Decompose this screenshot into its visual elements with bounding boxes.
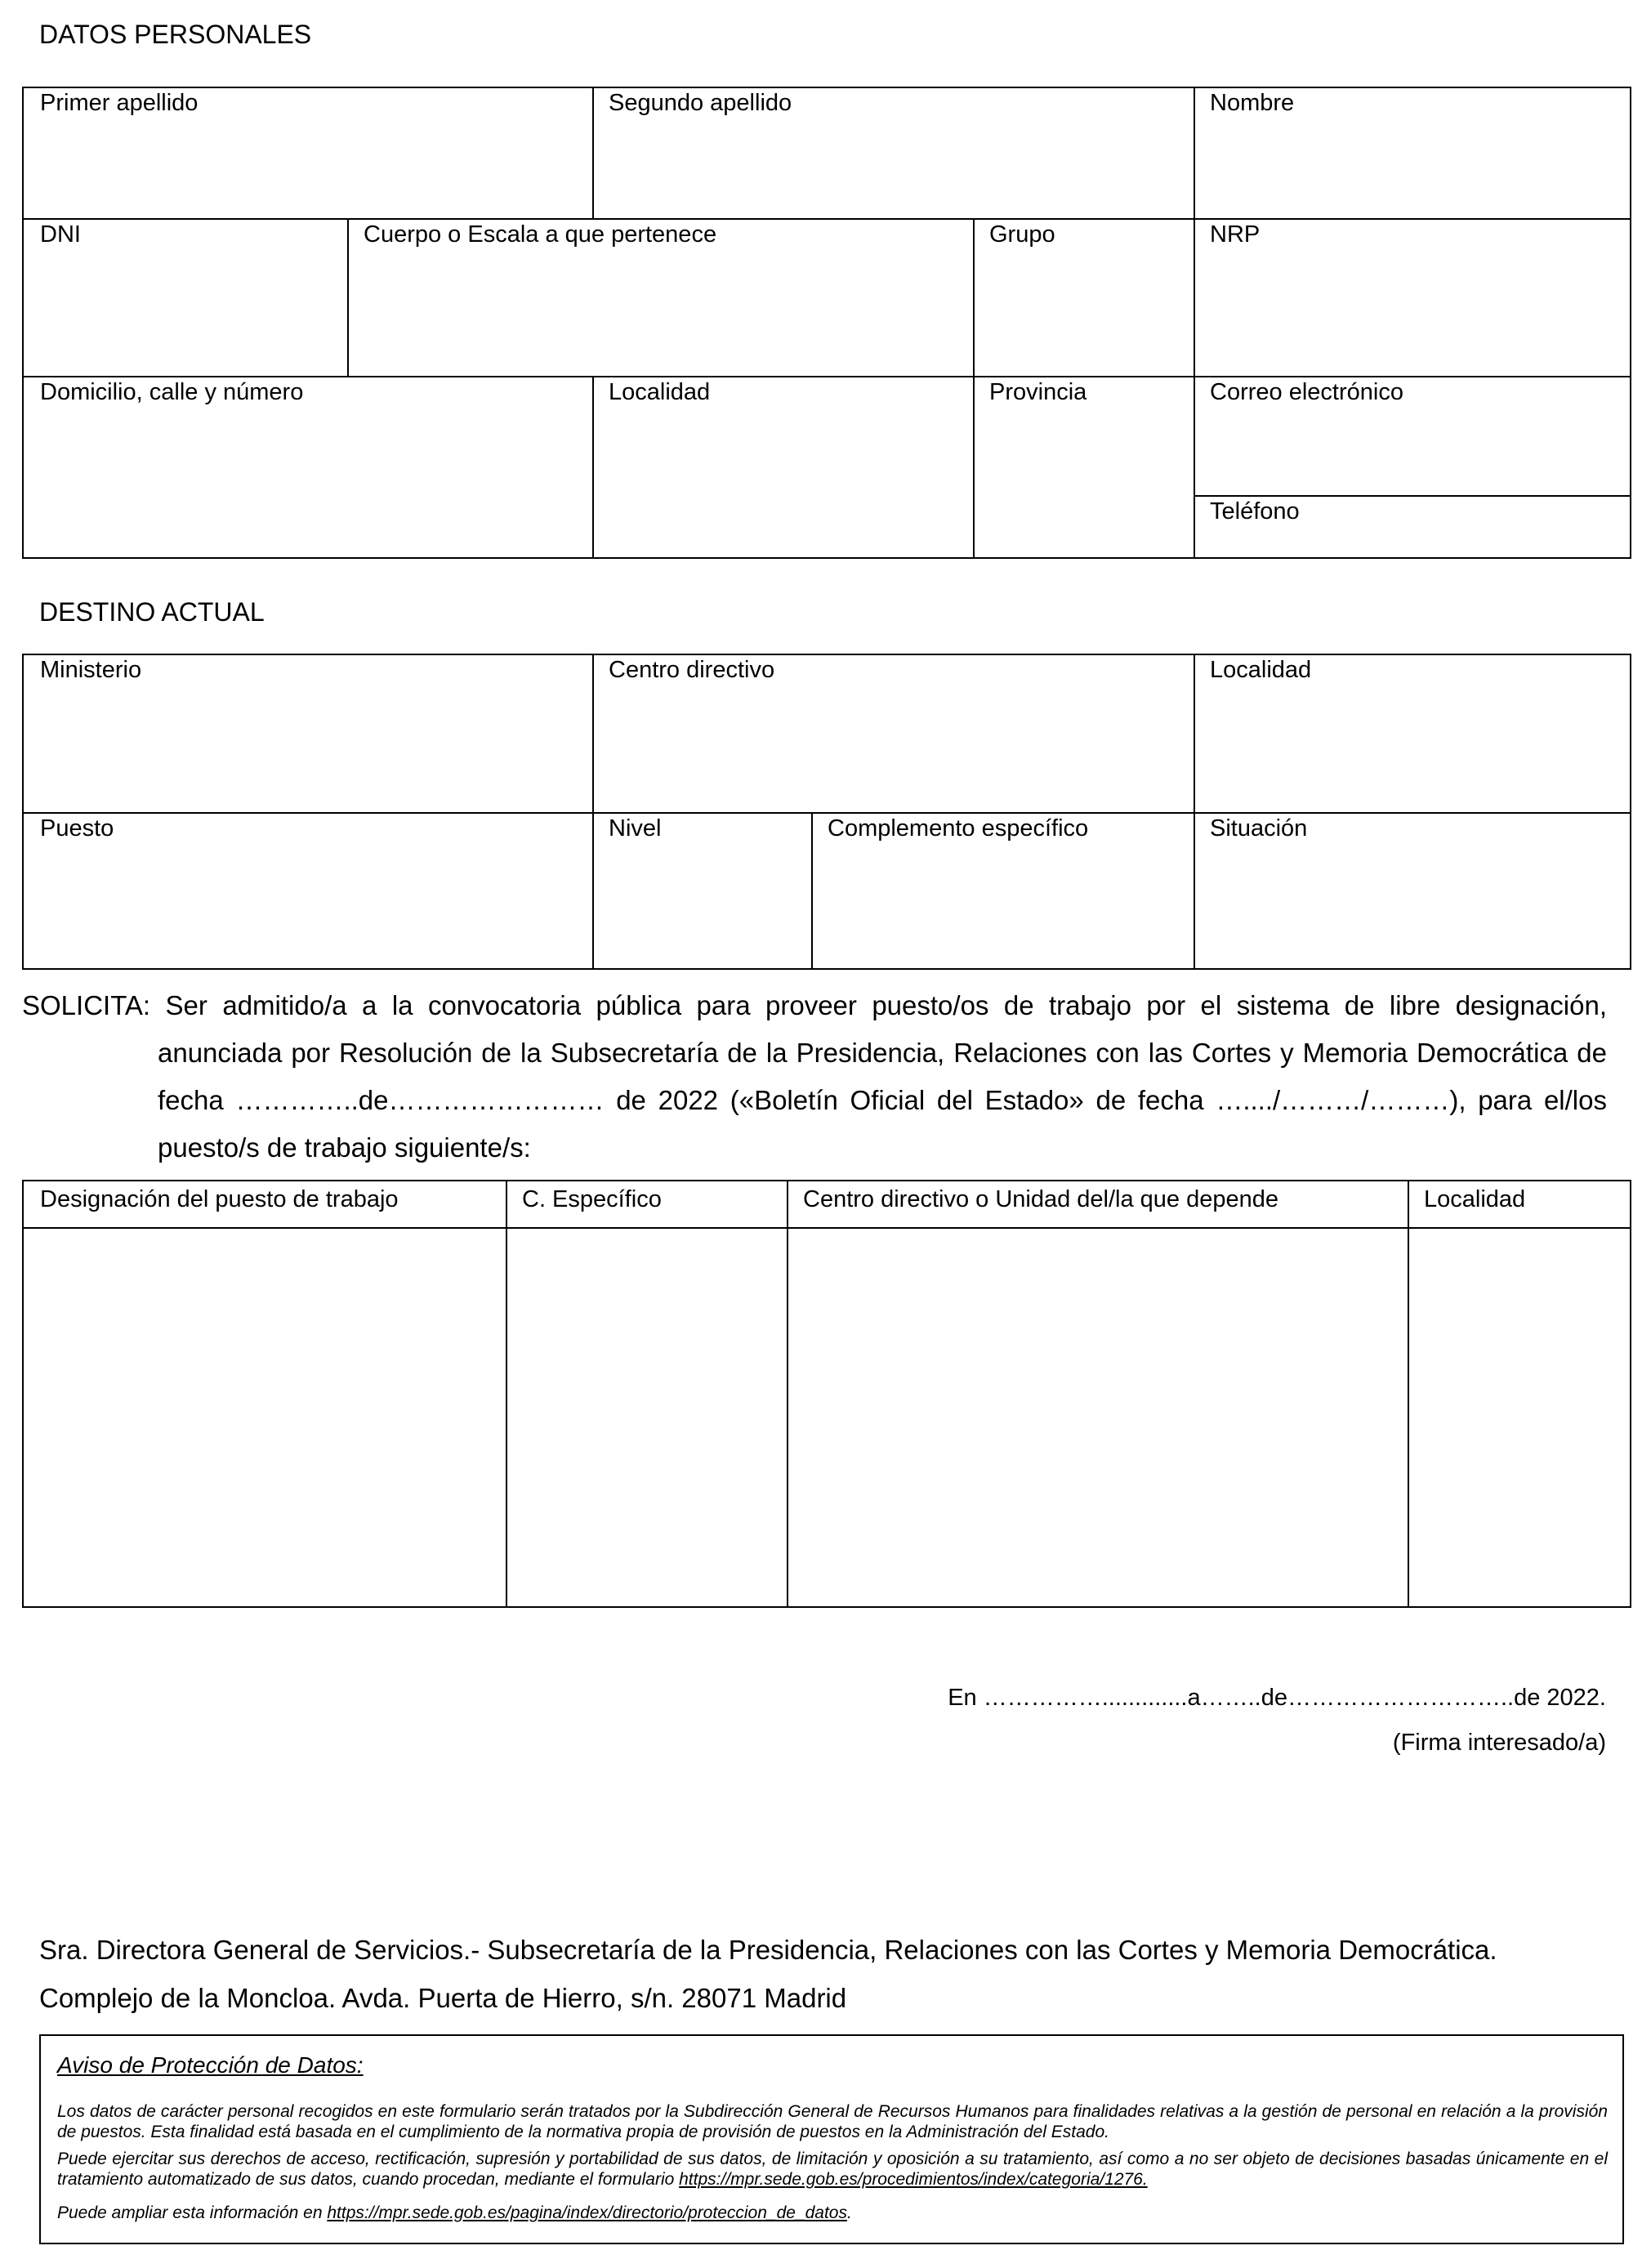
aviso-paragraph-2 <box>57 2149 1608 2190</box>
field-nivel[interactable]: Nivel <box>609 815 662 842</box>
proteccion-datos-link[interactable]: https://mpr.sede.gob.es/pagina/index/directorio/proteccion_de_datos <box>327 2203 847 2222</box>
solicita-text-1: Ser admitido/a a la convocatoria pública para proveer puesto/os de trabajo por el sistema de libre designación, <box>165 990 1607 1020</box>
col-divider <box>592 88 594 218</box>
field-nombre[interactable]: Nombre <box>1210 90 1295 116</box>
col-divider <box>1194 655 1195 968</box>
aviso-p3-end: . <box>846 2203 852 2222</box>
aviso-proteccion-datos-box <box>39 2034 1624 2244</box>
datos-personales-grid <box>22 87 1631 559</box>
cell-centro-directivo-input[interactable] <box>788 1229 1408 1606</box>
field-ministerio[interactable]: Ministerio <box>40 657 142 683</box>
aviso-p2-text: Puede ejercitar sus derechos de acceso, rectificación, supresión y portabilidad de sus datos, de limitación y oposición a su tratamiento, así como a no ser objeto de decisiones basadas únicamente en el tratamiento automatizado de sus datos, cuando procedan, mediante el formulario <box>57 2150 1608 2189</box>
field-primer-apellido[interactable]: Primer apellido <box>40 90 199 116</box>
derechos-form-link[interactable]: https://mpr.sede.gob.es/procedimientos/index/categoria/1276. <box>679 2170 1148 2189</box>
cell-designacion-input[interactable] <box>24 1229 506 1606</box>
puestos-table <box>22 1180 1631 1608</box>
column-header-centro-directivo: Centro directivo o Unidad del/la que depende <box>803 1186 1279 1212</box>
cell-localidad-input[interactable] <box>1409 1229 1630 1606</box>
solicita-line-2: anunciada por Resolución de la Subsecretaría de la Presidencia, Relaciones con las Cortes y Memoria Democrática de <box>158 1038 1607 1068</box>
field-dni[interactable]: DNI <box>40 221 81 248</box>
field-nrp[interactable]: NRP <box>1210 221 1261 248</box>
column-header-designacion: Designación del puesto de trabajo <box>40 1186 399 1212</box>
col-divider <box>592 376 594 557</box>
field-domicilio[interactable]: Domicilio, calle y número <box>40 379 304 405</box>
row-divider <box>1194 495 1630 497</box>
field-situacion[interactable]: Situación <box>1210 815 1308 842</box>
field-provincia[interactable]: Provincia <box>989 379 1087 405</box>
field-complemento-especifico[interactable]: Complemento específico <box>828 815 1089 842</box>
col-divider <box>811 812 813 968</box>
cell-c-especifico-input[interactable] <box>507 1229 787 1606</box>
field-grupo[interactable]: Grupo <box>989 221 1055 248</box>
solicita-line-3: fecha …………..de…………………… de 2022 («Boletín Oficial del Estado» de fecha …..../………/………), para el/los <box>158 1085 1607 1115</box>
lugar-fecha-line[interactable]: En …………….............a……..de………………………..de 2022. <box>948 1685 1606 1711</box>
field-puesto[interactable]: Puesto <box>40 815 114 842</box>
destinatario-line-1: Sra. Directora General de Servicios.- Subsecretaría de la Presidencia, Relaciones con las Cortes y Memoria Democrática. <box>39 1935 1497 1965</box>
destino-actual-grid <box>22 654 1631 970</box>
field-cuerpo-escala[interactable]: Cuerpo o Escala a que pertenece <box>364 221 717 248</box>
row-divider <box>24 376 1630 377</box>
col-divider <box>347 218 349 376</box>
col-divider <box>1194 88 1195 557</box>
column-header-c-especifico: C. Específico <box>522 1186 662 1212</box>
solicita-line-1 <box>22 982 1607 1029</box>
field-localidad-destino[interactable]: Localidad <box>1210 657 1312 683</box>
solicita-paragraph <box>22 982 1607 1172</box>
field-centro-directivo[interactable]: Centro directivo <box>609 657 775 683</box>
aviso-p3-text: Puede ampliar esta información en <box>57 2203 328 2222</box>
destinatario-line-2: Complejo de la Moncloa. Avda. Puerta de Hierro, s/n. 28071 Madrid <box>39 1983 847 2013</box>
field-telefono[interactable]: Teléfono <box>1210 498 1300 525</box>
col-divider <box>973 218 975 557</box>
section-title-destino-actual: DESTINO ACTUAL <box>39 597 265 627</box>
section-title-datos-personales: DATOS PERSONALES <box>39 20 312 49</box>
field-correo-electronico[interactable]: Correo electrónico <box>1210 379 1403 405</box>
field-segundo-apellido[interactable]: Segundo apellido <box>609 90 792 116</box>
firma-label: (Firma interesado/a) <box>1392 1730 1606 1756</box>
field-localidad[interactable]: Localidad <box>609 379 711 405</box>
column-header-localidad: Localidad <box>1424 1186 1526 1212</box>
aviso-title: Aviso de Protección de Datos: <box>57 2052 364 2078</box>
row-divider <box>24 218 1630 220</box>
col-divider <box>592 655 594 968</box>
aviso-paragraph-3 <box>57 2203 1608 2223</box>
solicita-label: SOLICITA: <box>22 990 151 1020</box>
solicita-line-4: puesto/s de trabajo siguiente/s: <box>158 1132 531 1163</box>
aviso-paragraph-1: Los datos de carácter personal recogidos en este formulario serán tratados por la Subdirección General de Recursos Humanos para finalidades relativas a la gestión de personal en relación a la provisión de puestos. Esta finalidad está basada en el cumplimiento de la normativa propia de provisión de puestos en la Administración del Estado. <box>57 2102 1608 2141</box>
row-divider <box>24 812 1630 814</box>
